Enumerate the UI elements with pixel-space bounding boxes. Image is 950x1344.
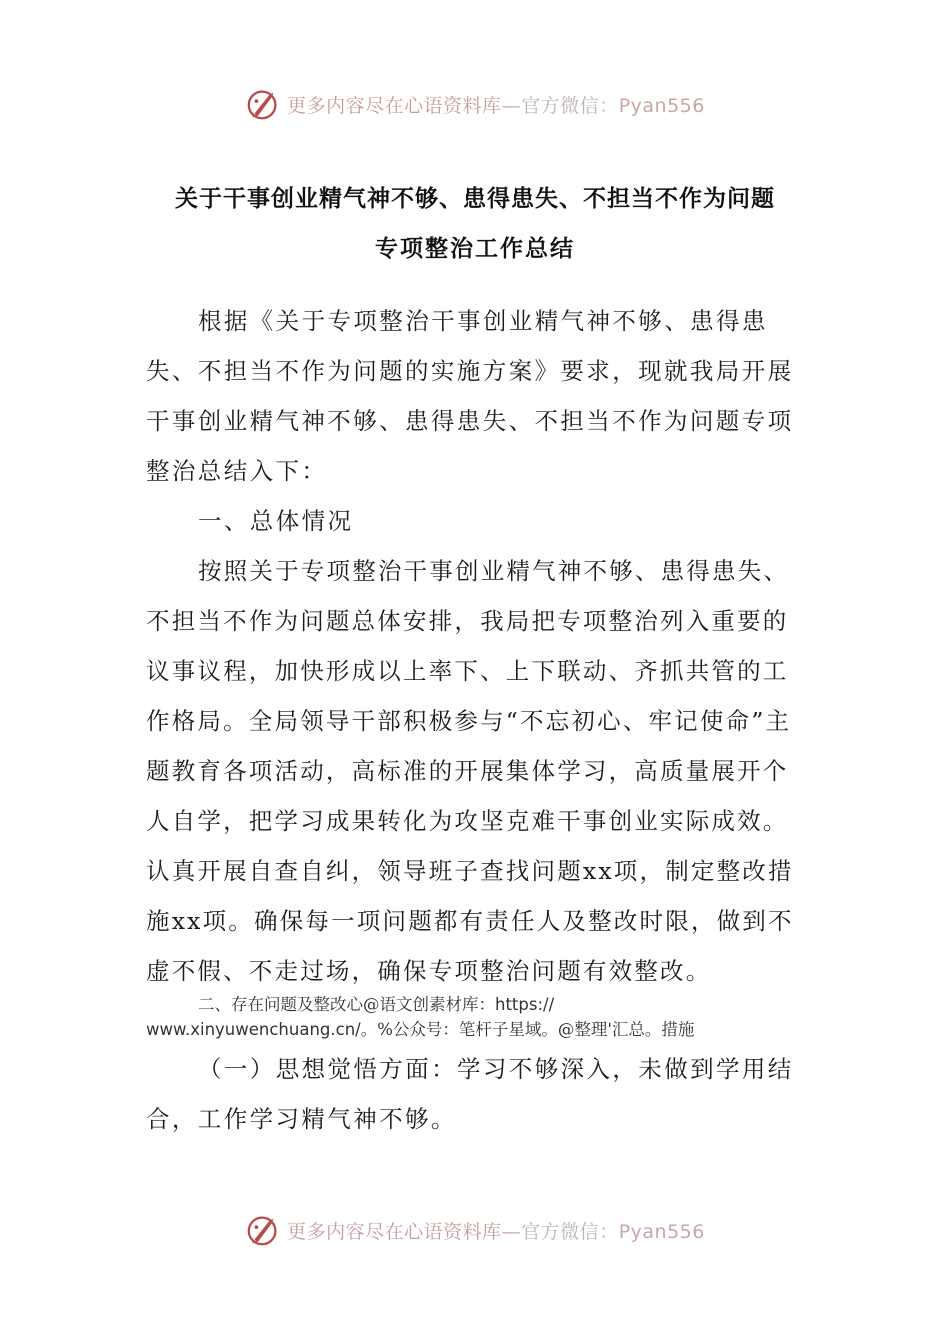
paragraph-overall: 按照关于专项整治干事创业精气神不够、患得患失、不担当不作为问题总体安排，我局把专项整治列入重要的议事议程，加快形成以上率下、上下联动、齐抓共管的工作格局。全局领导干部积极参与“不忘初心、牢记使命”主题教育各项活动，高标准的开展集体学习，高质量展开个人自学，把学习成果转化为攻坚克难干事创业实际成效。认真开展自查自纠，领导班子查找问题xx项，制定整改措施xx项。确保每一项问题都有责任人及整改时限，做到不虚不假、不走过场，确保专项整治问题有效整改。 xyxy=(146,557,794,985)
watermark-text: 更多内容尽在心语资料库—官方微信：Pyan556 xyxy=(287,94,705,117)
note-line-1: 二、存在问题及整改心@语文创素材库：https:// xyxy=(198,995,555,1014)
inserted-note xyxy=(146,992,816,1042)
watermark-banner-bottom xyxy=(0,1208,950,1252)
section-heading-overall: 一、总体情况 xyxy=(198,507,354,535)
watermark-banner-top xyxy=(0,82,950,126)
document-title-line1: 关于干事创业精气神不够、患得患失、不担当不作为问题 xyxy=(175,186,775,212)
note-line-2: www.xinyuwenchuang.cn/。%公众号：笔杆子星域。@整理'汇总。措施 xyxy=(146,1020,695,1039)
watermark-text: 更多内容尽在心语资料库—官方微信：Pyan556 xyxy=(287,1220,705,1243)
quill-logo-icon xyxy=(245,1211,283,1249)
document-title-line2: 专项整治工作总结 xyxy=(375,236,575,262)
paragraph-intro: 根据《关于专项整治干事创业精气神不够、患得患失、不担当不作为问题的实施方案》要求，现就我局开展干事创业精气神不够、患得患失、不担当不作为问题专项整治总结入下： xyxy=(146,307,794,485)
quill-logo-icon xyxy=(245,85,283,123)
paragraph-ideology: （一）思想觉悟方面：学习不够深入，未做到学用结合，工作学习精气神不够。 xyxy=(146,1055,794,1133)
